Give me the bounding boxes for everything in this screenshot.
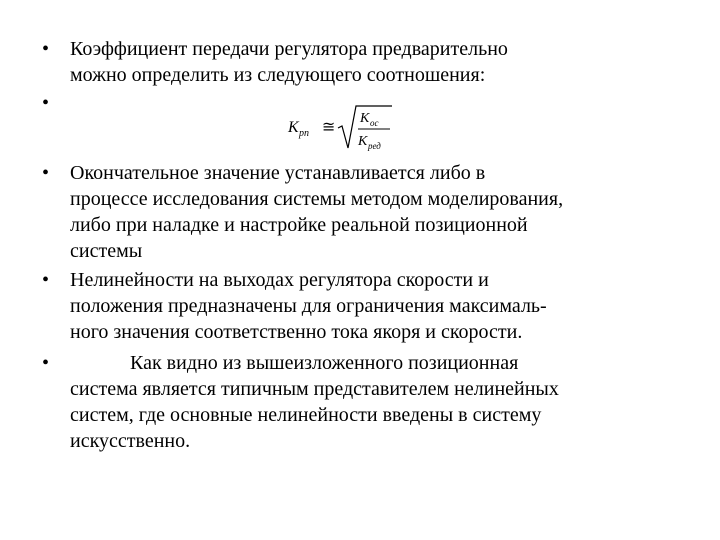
bullet-marker: • (42, 38, 50, 60)
bullet-5-line-1: Как видно из вышеизложенного позиционная (130, 352, 519, 374)
bullet-marker: • (42, 269, 50, 291)
bullet-3-line-4: системы (70, 240, 143, 262)
formula-relation: ≅ (322, 117, 336, 136)
bullet-5-line-2: система является типичным представителем нелинейных (70, 378, 559, 400)
formula-lhs-sub: рп (299, 128, 309, 139)
bullet-4-line-2: положения предназначены для ограничения максималь- (70, 295, 547, 317)
bullet-5-line-4: искусственно. (70, 430, 191, 452)
bullet-marker: • (42, 162, 50, 184)
bullet-1-line-1: Коэффициент передачи регулятора предварительно (70, 38, 508, 60)
formula-svg (286, 100, 396, 156)
bullet-5-line-3: систем, где основные нелинейности введены в систему (70, 404, 542, 426)
formula-denominator: K (358, 134, 368, 149)
bullet-3-line-2: процессе исследования системы методом моделирования, (70, 188, 564, 210)
bullet-1-line-2: можно определить из следующего соотношения: (70, 64, 486, 86)
bullet-marker: • (42, 352, 50, 374)
formula-numerator-sub: ос (370, 118, 379, 128)
bullet-3-line-3: либо при наладке и настройке реальной позиционной (70, 214, 528, 236)
bullet-3-line-1: Окончательное значение устанавливается либо в (70, 162, 486, 184)
bullet-4-line-3: ного значения соответственно тока якоря и скорости. (70, 321, 523, 343)
bullet-4-line-1: Нелинейности на выходах регулятора скорости и (70, 269, 489, 291)
formula-numerator: K (360, 111, 370, 126)
formula-lhs: K (288, 119, 299, 136)
bullet-marker: • (42, 92, 50, 114)
formula-denominator-sub: ред (368, 141, 381, 151)
gain-formula (286, 100, 396, 156)
